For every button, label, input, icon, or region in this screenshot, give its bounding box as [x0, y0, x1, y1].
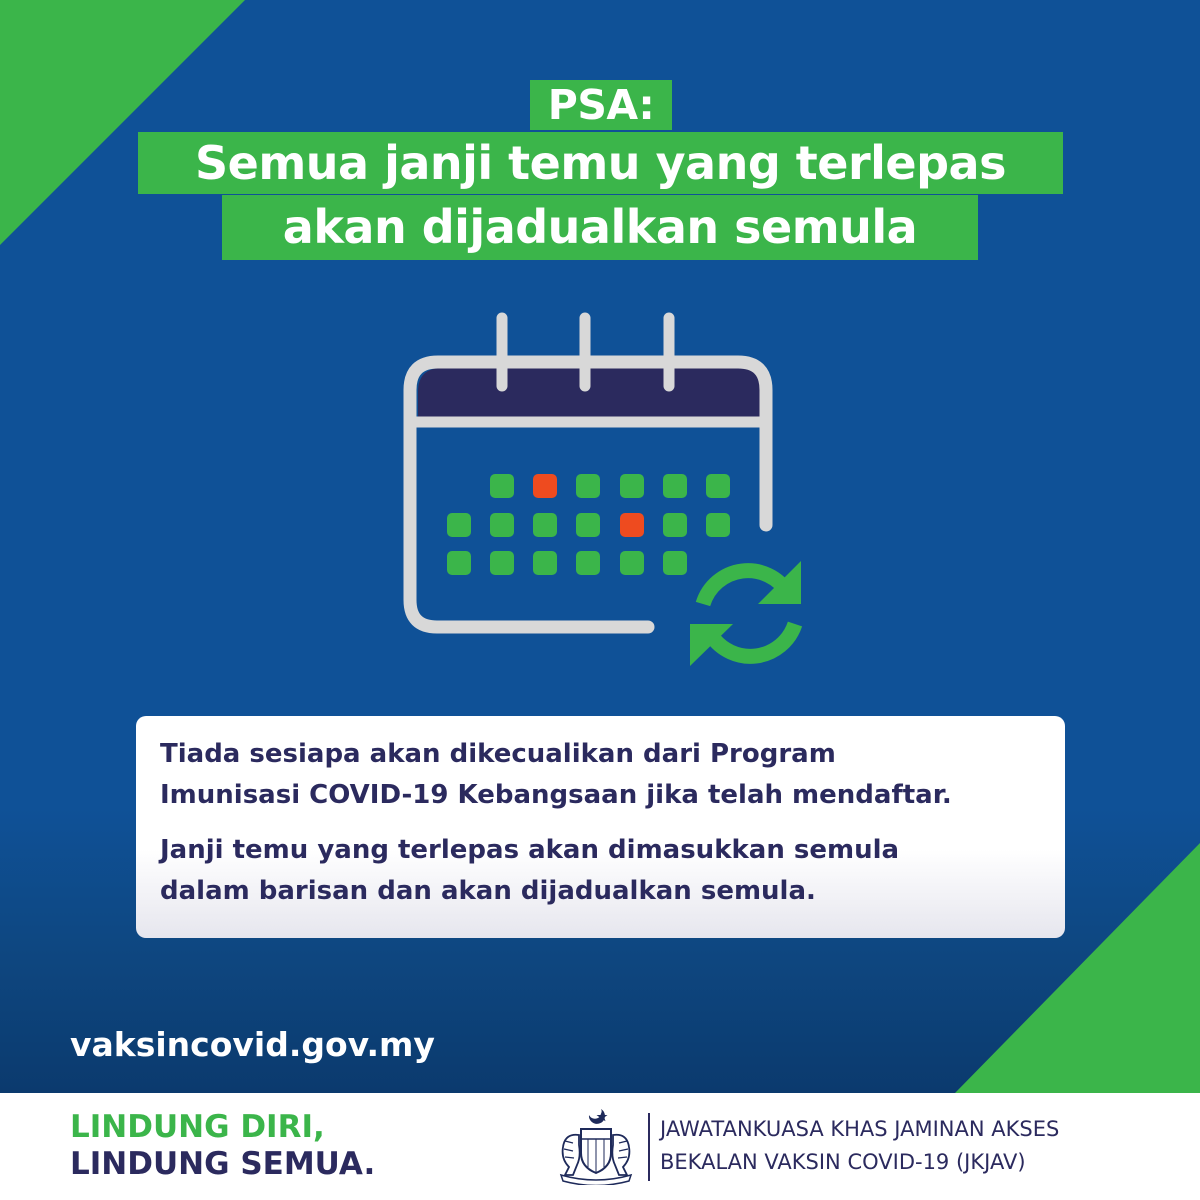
calendar-icon [395, 300, 815, 680]
refresh-icon [690, 561, 801, 666]
info-paragraph-2-line-1: Janji temu yang terlepas akan dimasukkan semula [160, 835, 900, 865]
website-link[interactable]: vaksincovid.gov.my [70, 1025, 435, 1064]
footer-divider [648, 1113, 650, 1181]
info-paragraph-1 [160, 734, 1041, 816]
slogan-line-1: LINDUNG DIRI, [70, 1109, 325, 1145]
info-paragraph-2-line-2: dalam barisan dan akan dijadualkan semula. [160, 876, 816, 906]
info-box [136, 716, 1065, 938]
info-paragraph-1-line-1: Tiada sesiapa akan dikecualikan dari Program [160, 739, 836, 769]
headline-psa: PSA: [530, 80, 672, 130]
footer [0, 1093, 1200, 1200]
committee-name [660, 1113, 1059, 1179]
slogan-line-2: LINDUNG SEMUA. [70, 1146, 376, 1182]
committee-line-1: JAWATANKUASA KHAS JAMINAN AKSES [660, 1117, 1060, 1141]
committee-line-2: BEKALAN VAKSIN COVID-19 (JKJAV) [660, 1150, 1026, 1174]
headline-line-3: akan dijadualkan semula [222, 195, 978, 260]
coat-of-arms-icon [551, 1105, 641, 1185]
slogan [70, 1109, 375, 1183]
headline [0, 0, 1200, 270]
info-paragraph-2 [160, 830, 1041, 912]
calendar-days [447, 474, 730, 575]
info-paragraph-1-line-2: Imunisasi COVID-19 Kebangsaan jika telah mendaftar. [160, 780, 952, 810]
headline-line-2: Semua janji temu yang terlepas [138, 132, 1063, 194]
